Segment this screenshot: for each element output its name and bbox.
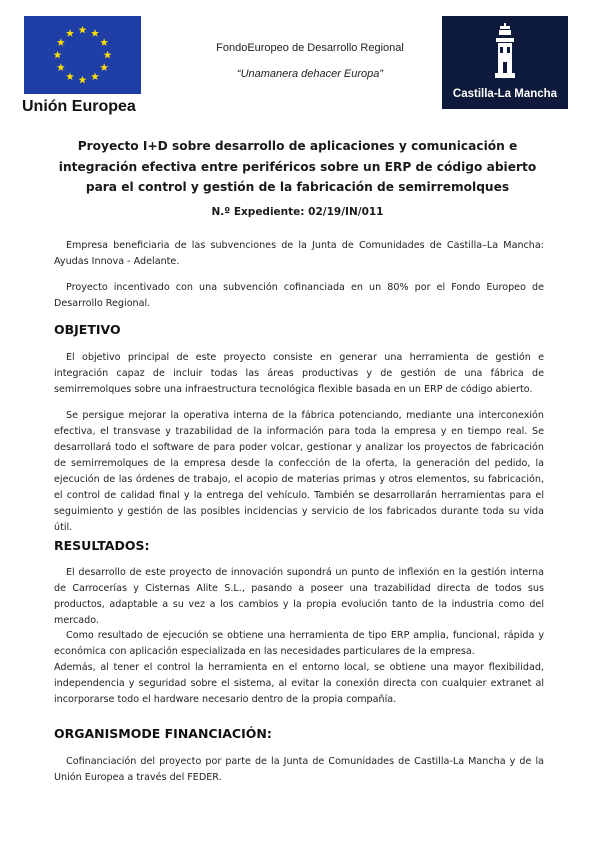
eu-star-icon xyxy=(54,51,62,59)
financiacion-paragraph-1 xyxy=(54,754,544,786)
title-line-2: integración efectiva entre periféricos sobre un ERP de código abierto xyxy=(58,159,537,174)
financiacion-text-1: Cofinanciación del proyecto por parte de la Junta de Comunidades de Castilla-La Mancha y de la Unión Europea a través del FEDER. xyxy=(54,756,544,783)
eu-star-icon xyxy=(91,72,99,80)
intro-text-1: Empresa beneficiaria de las subvenciones de la Junta de Comunidades de Castilla–La Mancha: Ayudas Innova - Adelante. xyxy=(54,240,544,267)
eu-star-icon xyxy=(100,63,108,71)
intro-text-2: Proyecto incentivado con una subvención cofinanciada en un 80% por el Fondo Europeo de Desarrollo Regional. xyxy=(54,282,544,309)
objetivo-text-2: Se persigue mejorar la operativa interna de la fábrica potenciando, mediante una interconexión efectiva, el transvase y trazabilidad de la información para toda la empresa y en tiempo real. Se desarrollará todo el software de para poder volcar, gestionar y analizar los proyectos de fabricación de semirremolques de la empresa desde la confección de la oferta, la generación del pedido, la ejecución de las órdenes de trabajo, el acopio de materias primas y otros elementos, su fabricación, el control de calidad final y la entrega del vehículo. También se desarrollarán herramientas para el seguimiento y gestión de las posibles incidencias y servicio de los fabricados durante toda su vida útil. xyxy=(54,410,544,533)
resultados-paragraph-1 xyxy=(54,565,544,629)
resultados-paragraph-3 xyxy=(54,660,544,708)
resultados-heading: RESULTADOS: xyxy=(54,538,150,553)
eu-star-icon xyxy=(79,76,87,84)
resultados-text-2: Como resultado de ejecución se obtiene una herramienta de tipo ERP amplia, funcional, rápida y económica con aplicación especializada en las necesidades particulares de la empresa. xyxy=(54,630,544,657)
eu-star-icon xyxy=(66,29,74,37)
eu-star-icon xyxy=(57,63,65,71)
motto: “Unamanera dehacer Europa” xyxy=(236,68,384,80)
expediente-number: N.º Expediente: 02/19/IN/011 xyxy=(211,206,384,218)
resultados-text-3: Además, al tener el control la herramienta en el entorno local, se obtiene una mayor flexibilidad, independencia y seguridad sobre el sistema, al evitar la conexión directa con cualquier extranet al incorporarse todo el hardware necesario dentro de la propia compañía. xyxy=(54,662,544,705)
eu-stars-icon xyxy=(24,16,141,94)
eu-caption: Unión Europea xyxy=(22,98,136,115)
objetivo-paragraph-2 xyxy=(54,408,544,536)
financiacion-heading: ORGANISMODE FINANCIACIÓN: xyxy=(54,726,272,741)
eu-star-icon xyxy=(104,51,112,59)
castilla-la-mancha-logo xyxy=(442,16,568,109)
eu-star-icon xyxy=(100,38,108,46)
eu-star-icon xyxy=(91,29,99,37)
intro-paragraph-2 xyxy=(54,280,544,312)
fund-name: FondoEuropeo de Desarrollo Regional xyxy=(216,42,404,54)
objetivo-heading: OBJETIVO xyxy=(54,322,121,337)
clm-caption: Castilla-La Mancha xyxy=(452,88,558,100)
resultados-text-1: El desarrollo de este proyecto de innovación supondrá un punto de inflexión en la gestión interna de Carrocerías y Cisternas Alite S.L., pasando a poseer una trazabilidad directa de todos sus productos, adaptable a su vez a los cambios y la propia evolución tanto de la industria como del mercado. xyxy=(54,567,544,626)
title-line-3: para el control y gestión de la fabricación de semirremolques xyxy=(85,180,510,194)
title-line-1: Proyecto I+D sobre desarrollo de aplicaciones y comunicación e xyxy=(77,139,518,153)
project-title xyxy=(40,136,555,198)
intro-paragraph-1 xyxy=(54,238,544,270)
eu-star-icon xyxy=(79,26,87,34)
eu-flag-logo xyxy=(24,16,141,94)
eu-star-icon xyxy=(57,38,65,46)
resultados-paragraph-2 xyxy=(54,628,544,660)
objetivo-paragraph-1 xyxy=(54,350,544,398)
objetivo-text-1: El objetivo principal de este proyecto consiste en generar una herramienta de gestión e integración capaz de incluir todas las áreas productivas y de gestión de una fábrica de semirremolques sobre una infraestructura tecnológica flexible basada en un ERP de código abierto. xyxy=(54,352,544,395)
eu-star-icon xyxy=(66,72,74,80)
